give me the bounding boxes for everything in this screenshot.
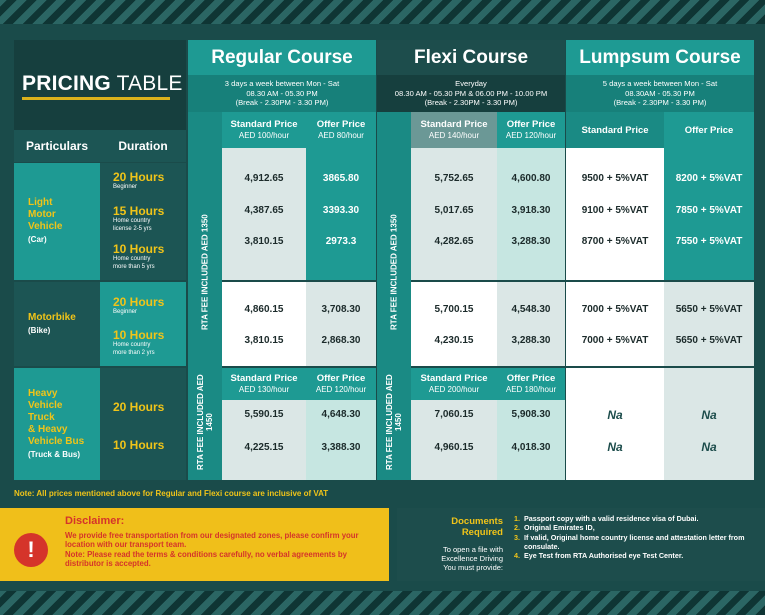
price-cell: 4,600.80: [511, 172, 551, 184]
lumpsum-offer-header: Offer Price: [664, 112, 754, 148]
duration-bike-20: 20 Hours Beginner: [113, 295, 165, 315]
price-cell: 7000 + 5%VAT: [581, 334, 649, 346]
price-cell: 7550 + 5%VAT: [675, 235, 743, 247]
heavy-regular-standard-header: Standard Price AED 130/hour: [222, 368, 306, 400]
price-cell: 3,388.30: [321, 441, 361, 453]
heavy-regular-offer-header: Offer Price AED 120/hour: [306, 368, 376, 400]
bike-lump-offer-bg: [664, 282, 754, 366]
list-item: 4. Eye Test from RTA Authorised eye Test Center.: [514, 551, 684, 561]
price-cell: 5,908.30: [511, 408, 551, 420]
bike-regular-offer-bg: [306, 282, 376, 366]
heavy-vehicle-label: Heavy Vehicle Truck & Heavy Vehicle Bus (Truck & Bus): [28, 387, 85, 459]
disclaimer-body: We provide free transportation from our designated zones, please confirm your location with our transport team. Note: Please read the terms & conditions carefully, no verbal agreements by distributor is accepted.: [65, 531, 359, 569]
page-title: PRICING TABLE: [22, 72, 183, 95]
lumpsum-standard-header: Standard Price: [566, 112, 664, 148]
price-cell: 5650 + 5%VAT: [675, 303, 743, 315]
price-cell-na: Na: [701, 440, 717, 454]
documents-subtitle: To open a file with Excellence Driving You must provide:: [441, 545, 503, 572]
price-cell: 4,960.15: [434, 441, 474, 453]
price-cell: 3393.30: [322, 204, 360, 216]
price-cell: 5,752.65: [434, 172, 474, 184]
heavy-flexi-offer-header: Offer Price AED 180/hour: [497, 368, 565, 400]
price-cell: 5650 + 5%VAT: [675, 334, 743, 346]
lumpsum-schedule: 5 days a week between Mon - Sat 08.30AM - 05.30 PM (Break - 2.30PM - 3.30 PM): [566, 75, 754, 112]
particulars-header: Particulars: [14, 130, 100, 162]
price-cell: 4,282.65: [434, 235, 474, 247]
price-cell: 4,018.30: [511, 441, 551, 453]
price-cell: 3,918.30: [511, 204, 551, 216]
price-cell: 2,868.30: [321, 334, 361, 346]
price-cell: 4,387.65: [244, 204, 284, 216]
price-cell: 4,912.65: [244, 172, 284, 184]
duration-light-15: 15 Hours Home country license 2-5 yrs: [113, 204, 165, 232]
bike-flexi-std-bg: [411, 282, 497, 366]
price-cell: 7000 + 5%VAT: [581, 303, 649, 315]
bike-flexi-offer-bg: [497, 282, 565, 366]
duration-light-10: 10 Hours Home country more than 5 yrs: [113, 242, 165, 270]
exclamation-icon: !: [14, 533, 48, 567]
flexi-standard-header: Standard Price AED 140/hour: [411, 112, 497, 148]
bike-regular-std-bg: [222, 282, 306, 366]
light-vehicle-label: Light Motor Vehicle (Car): [28, 197, 63, 244]
price-cell: 3,810.15: [244, 334, 284, 346]
heavy-duration-cell: [100, 368, 186, 480]
documents-title: Documents Required: [451, 516, 503, 538]
regular-rta-1450-label: RTA FEE INCLUDED AED 1450: [196, 374, 214, 470]
price-cell: 9100 + 5%VAT: [581, 204, 649, 216]
regular-course-title: Regular Course: [188, 40, 376, 75]
lumpsum-course-title: Lumpsum Course: [566, 40, 754, 75]
vat-note: Note: All prices mentioned above for Regular and Flexi course are inclusive of VAT: [14, 489, 329, 498]
price-cell-na: Na: [607, 440, 623, 454]
duration-header: Duration: [100, 130, 186, 162]
price-cell: 3,288.30: [511, 235, 551, 247]
heavy-flexi-standard-header: Standard Price AED 200/hour: [411, 368, 497, 400]
price-cell: 4,648.30: [321, 408, 361, 420]
bike-lump-std-bg: [566, 282, 664, 366]
flexi-course-title: Flexi Course: [377, 40, 565, 75]
duration-heavy-20: 20 Hours: [113, 400, 165, 414]
price-cell: 7850 + 5%VAT: [675, 204, 743, 216]
duration-light-20: 20 Hours Beginner: [113, 170, 165, 190]
price-cell: 3,708.30: [321, 303, 361, 315]
list-item: 3. If valid, Original home country license and attestation letter from consulate.: [514, 532, 745, 551]
price-cell-na: Na: [701, 408, 717, 422]
heavy-lump-std-bg: [566, 368, 664, 480]
price-cell: 5,590.15: [244, 408, 284, 420]
price-cell: 5,017.65: [434, 204, 474, 216]
flexi-offer-header: Offer Price AED 120/hour: [497, 112, 565, 148]
price-cell: 9500 + 5%VAT: [581, 172, 649, 184]
flexi-rta-1350-label: RTA FEE INCLUDED AED 1350: [389, 214, 399, 331]
duration-bike-10: 10 Hours Home country more than 2 yrs: [113, 328, 165, 356]
price-cell: 4,225.15: [244, 441, 284, 453]
price-cell: 3865.80: [322, 172, 360, 184]
regular-offer-header: Offer Price AED 80/hour: [306, 112, 376, 148]
price-cell: 8700 + 5%VAT: [581, 235, 649, 247]
bike-vehicle-label: Motorbike (Bike): [28, 311, 76, 335]
price-cell: 8200 + 5%VAT: [675, 172, 743, 184]
bottom-stripe-border: [0, 591, 765, 615]
price-cell: 3,810.15: [244, 235, 284, 247]
disclaimer-title: Disclaimer:: [65, 515, 125, 527]
price-cell: 3,288.30: [511, 334, 551, 346]
duration-heavy-10: 10 Hours: [113, 438, 165, 452]
price-cell: 5,700.15: [434, 303, 474, 315]
price-cell: 4,230.15: [434, 334, 474, 346]
top-stripe-border: [0, 0, 765, 24]
flexi-rta-1450-label: RTA FEE INCLUDED AED 1450: [385, 374, 403, 470]
list-item: 2. Original Emirates ID,: [514, 523, 595, 533]
list-item: 1. Passport copy with a valid residence visa of Dubai.: [514, 514, 699, 523]
regular-rta-1350-label: RTA FEE INCLUDED AED 1350: [200, 214, 210, 331]
title-underline: [22, 97, 170, 100]
flexi-schedule: Everyday 08.30 AM - 05.30 PM & 06.00 PM - 10.00 PM (Break - 2.30PM - 3.30 PM): [377, 75, 565, 112]
price-cell: 4,548.30: [511, 303, 551, 315]
price-cell: 7,060.15: [434, 408, 474, 420]
regular-schedule: 3 days a week between Mon - Sat 08.30 AM - 05.30 PM (Break - 2.30PM - 3.30 PM): [188, 75, 376, 112]
heavy-lump-offer-bg: [664, 368, 754, 480]
price-cell: 2973.3: [325, 235, 357, 247]
price-cell-na: Na: [607, 408, 623, 422]
regular-standard-header: Standard Price AED 100/hour: [222, 112, 306, 148]
price-cell: 4,860.15: [244, 303, 284, 315]
documents-list: [514, 514, 754, 560]
